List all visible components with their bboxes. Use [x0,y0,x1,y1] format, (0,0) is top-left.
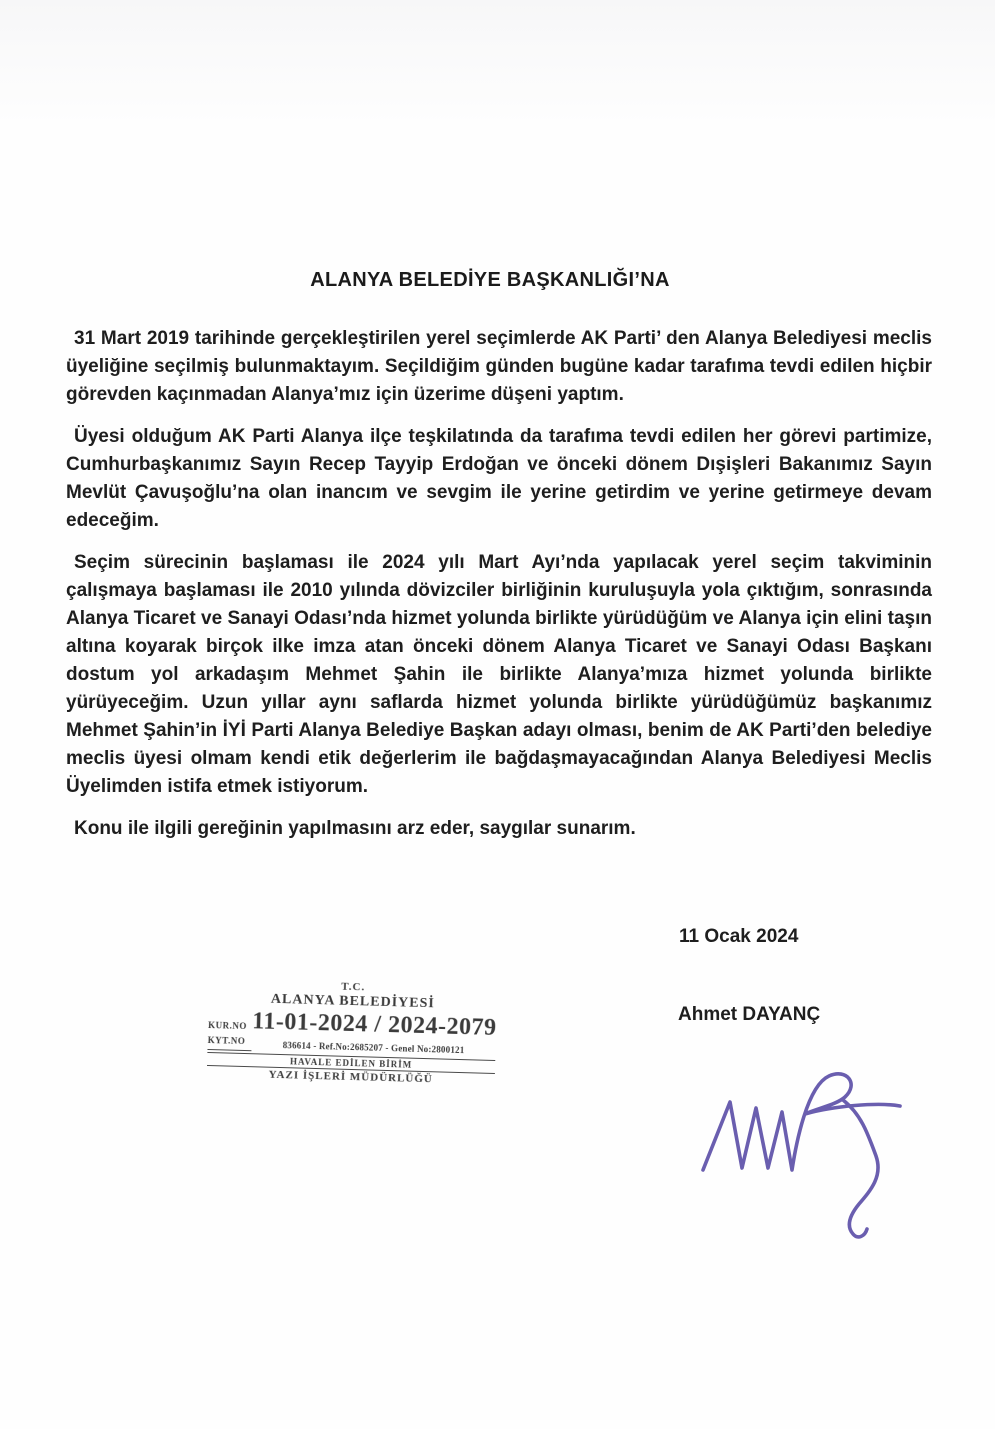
scan-artifact [0,0,995,130]
paragraph-2: Üyesi olduğum AK Parti Alanya ilçe teşkilatında da tarafıma tevdi edilen her görevi partimize, Cumhurbaşkanımız Sayın Recep Tayyip Erdoğan ve önceki dönem Dışişleri Bakanımız Sayın Mevlüt Çavuşoğlu’na olan inancım ve sevgim ile yerine getirdim ve yerine getirmeye devam edeceğim. [66,426,932,531]
stamp-municipality: ALANYA BELEDİYESİ [270,991,435,1012]
paragraph-1: 31 Mart 2019 tarihinde gerçekleştirilen yerel seçimlerde AK Parti’ den Alanya Belediyesi meclis üyeliğine seçilmiş bulunmaktayım. Seçildiğim günden bugüne kadar tarafıma tevdi edilen hiçbir görevden kaçınmadan Alanya’mız için üzerime düşeni yaptım. [66,328,932,405]
signature-stroke [703,1074,900,1237]
handwritten-signature [693,1048,911,1248]
stamp-kur-value: 11-01-2024 / 2024-2079 [251,1008,497,1042]
stamp-havale-line: HAVALE EDİLEN BİRİM [207,1053,495,1074]
stamp-kyt-label: KYT.NO [207,1035,251,1051]
stamp-birim-line: YAZI İŞLERİ MÜDÜRLÜĞÜ [268,1068,433,1086]
signer-name: Ahmet DAYANÇ [678,1004,821,1025]
stamp-tc: T.C. [341,980,366,994]
stamp-kur-label: KUR.NO [208,1019,248,1032]
stamp-kyt-value: 836614 - Ref.No:2685207 - Genel No:2800121 [282,1039,465,1055]
paragraph-closing: Konu ile ilgili gereğinin yapılmasını arz eder, saygılar sunarım. [74,818,636,839]
paragraph-3: Seçim sürecinin başlaması ile 2024 yılı Mart Ayı’nda yapılacak yerel seçim takviminin çalışmaya başlaması ile 2010 yılında dövizciler birliğinin kuruluşuyla yola çıktığım, sonrasında Alanya Ticaret ve Sanayi Odası’nda hizmet yolunda birlikte yürüdüğüm ve Alanya için elini taşın altına koyarak birçok ilke imza atan önceki dönem Alanya Ticaret ve Sanayi Odası Başkanı dostum yol arkadaşım Mehmet Şahin ile birlikte Alanya’mıza hizmet yolunda birlikte yürüyeceğim. Uzun yıllar aynı saflarda hizmet yolunda birlikte yürüdüğümüz başkanımız Mehmet Şahin’in İYİ Parti Alanya Belediye Başkan adayı olması, benim de AK Parti’den belediye meclis üyesi olmam kendi etik değerlerim ile bağdaşmayacağından Alanya Belediyesi Meclis Üyelimden istifa etmek istiyorum. [66,552,932,797]
registry-stamp [207,977,498,1087]
letter-date: 11 Ocak 2024 [679,926,799,947]
letter-body [66,325,932,857]
letter-title: ALANYA BELEDİYE BAŞKANLIĞI’NA [310,269,670,292]
